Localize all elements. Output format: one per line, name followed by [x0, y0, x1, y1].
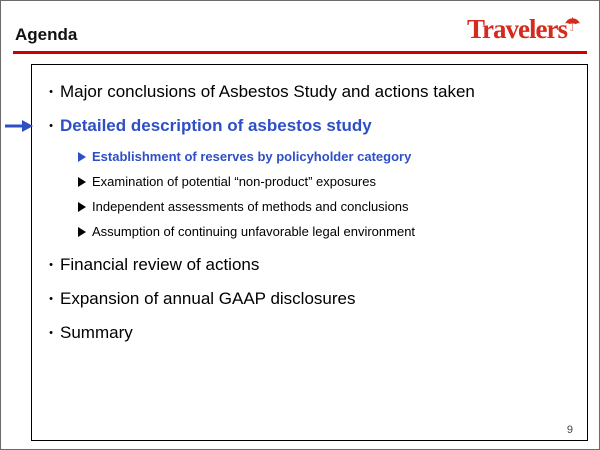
agenda-item-label: Financial review of actions [60, 255, 260, 274]
agenda-item-label: Summary [60, 323, 133, 342]
agenda-item [42, 322, 577, 344]
umbrella-icon: ☂ [563, 15, 581, 36]
bullet-dot-icon: • [49, 327, 53, 339]
agenda-subitem-label: Independent assessments of methods and conclusions [92, 199, 409, 214]
agenda-subitem-label: Establishment of reserves by policyholder category [92, 149, 412, 164]
title-underline-rule [13, 51, 587, 54]
agenda-list [42, 81, 577, 344]
bullet-dot-icon: • [49, 86, 53, 98]
agenda-subitem-label: Assumption of continuing unfavorable legal environment [92, 224, 416, 239]
arrowhead-bullet-icon [78, 177, 86, 187]
logo-text: Travelers [467, 14, 567, 44]
travelers-logo [467, 14, 581, 45]
agenda-item [42, 115, 577, 137]
agenda-subitem [78, 149, 577, 165]
agenda-sublist [78, 149, 577, 240]
agenda-subitem-label: Examination of potential “non-product” exposures [92, 174, 376, 189]
arrowhead-bullet-icon [78, 202, 86, 212]
agenda-subitem [78, 174, 577, 190]
arrowhead-bullet-icon [78, 227, 86, 237]
bullet-dot-icon: • [49, 293, 53, 305]
agenda-item-label: Expansion of annual GAAP disclosures [60, 289, 356, 308]
agenda-subitem [78, 199, 577, 215]
agenda-item [42, 288, 577, 310]
bullet-dot-icon: • [49, 259, 53, 271]
arrowhead-bullet-icon [78, 152, 86, 162]
agenda-item [42, 254, 577, 276]
agenda-item-label: Detailed description of asbestos study [60, 116, 372, 135]
page-number: 9 [566, 424, 573, 436]
agenda-item [42, 81, 577, 103]
page-title: Agenda [15, 25, 78, 44]
pointer-arrow-icon [4, 119, 34, 133]
agenda-subitem [78, 224, 577, 240]
bullet-dot-icon: • [49, 120, 53, 132]
agenda-item-label: Major conclusions of Asbestos Study and actions taken [60, 82, 475, 101]
content-box [31, 64, 588, 441]
